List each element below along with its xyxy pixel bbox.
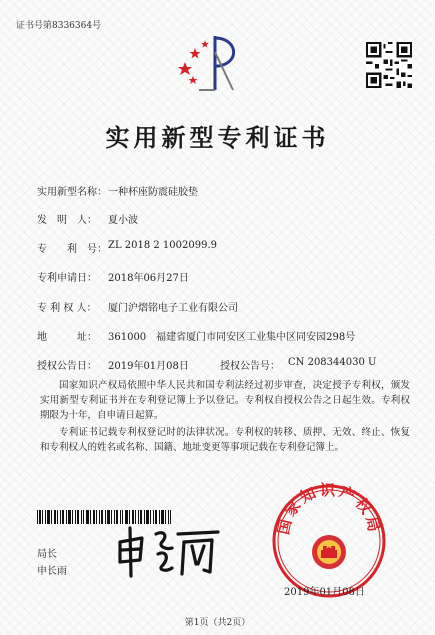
- grant-date-value: 2019年01月08日: [108, 361, 189, 372]
- grant-date-label: 授权公告日：: [37, 361, 97, 372]
- patent-office-emblem-icon: [175, 32, 245, 94]
- address-value: 361000 福建省厦门市同安区工业集中区同安园298号: [108, 332, 356, 343]
- certificate-number: 证书号第8336364号: [16, 21, 102, 31]
- address-label: 地 址：: [37, 332, 97, 343]
- utility-model-name-label: 实用新型名称：: [37, 187, 107, 198]
- patentee-value: 厦门沪熠铭电子工业有限公司: [108, 303, 238, 314]
- inventor-value: 夏小波: [108, 215, 138, 226]
- grant-number-label: 授权公告号：: [220, 361, 280, 372]
- patentee-label: 专 利 权 人：: [37, 303, 97, 314]
- legal-status-paragraph: 专利证书记载专利权登记时的法律状况。专利权的转移、质押、无效、终止、恢复和专利权人的姓名或名称、国籍、地址变更等事项记载在专利登记簿上。: [40, 427, 410, 453]
- utility-model-name-value: 一种杯座防震硅胶垫: [108, 187, 198, 198]
- qr-code-icon: [366, 42, 412, 88]
- director-title: 局长: [37, 549, 57, 560]
- seal-date: 2019年01月08日: [284, 587, 365, 598]
- director-name: 申长雨: [37, 566, 67, 577]
- filing-date-label: 专利申请日：: [37, 273, 97, 284]
- filing-date-value: 2018年06月27日: [108, 273, 189, 284]
- svg-text:国家知识产权局: [274, 482, 383, 536]
- certificate-title: 实用新型专利证书: [105, 123, 330, 152]
- patent-number-value: ZL 2018 2 1002099.9: [108, 240, 218, 251]
- director-signature: [112, 520, 222, 580]
- grant-statement-paragraph: 国家知识产权局依照中华人民共和国专利法经过初步审查，决定授予专利权，颁发实用新型专利证书并在专利登记簿上予以登记。专利权自授权公告之日起生效。专利权期限为十年，自申请日起算。: [40, 380, 410, 421]
- seal-text: 国家知识产权局: [274, 482, 384, 537]
- patent-number-label: 专 利 号：: [37, 244, 107, 255]
- page-indicator: 第1页（共2页）: [184, 618, 251, 628]
- grant-number-value: CN 208344030 U: [288, 357, 377, 368]
- inventor-label: 发 明 人：: [37, 215, 97, 226]
